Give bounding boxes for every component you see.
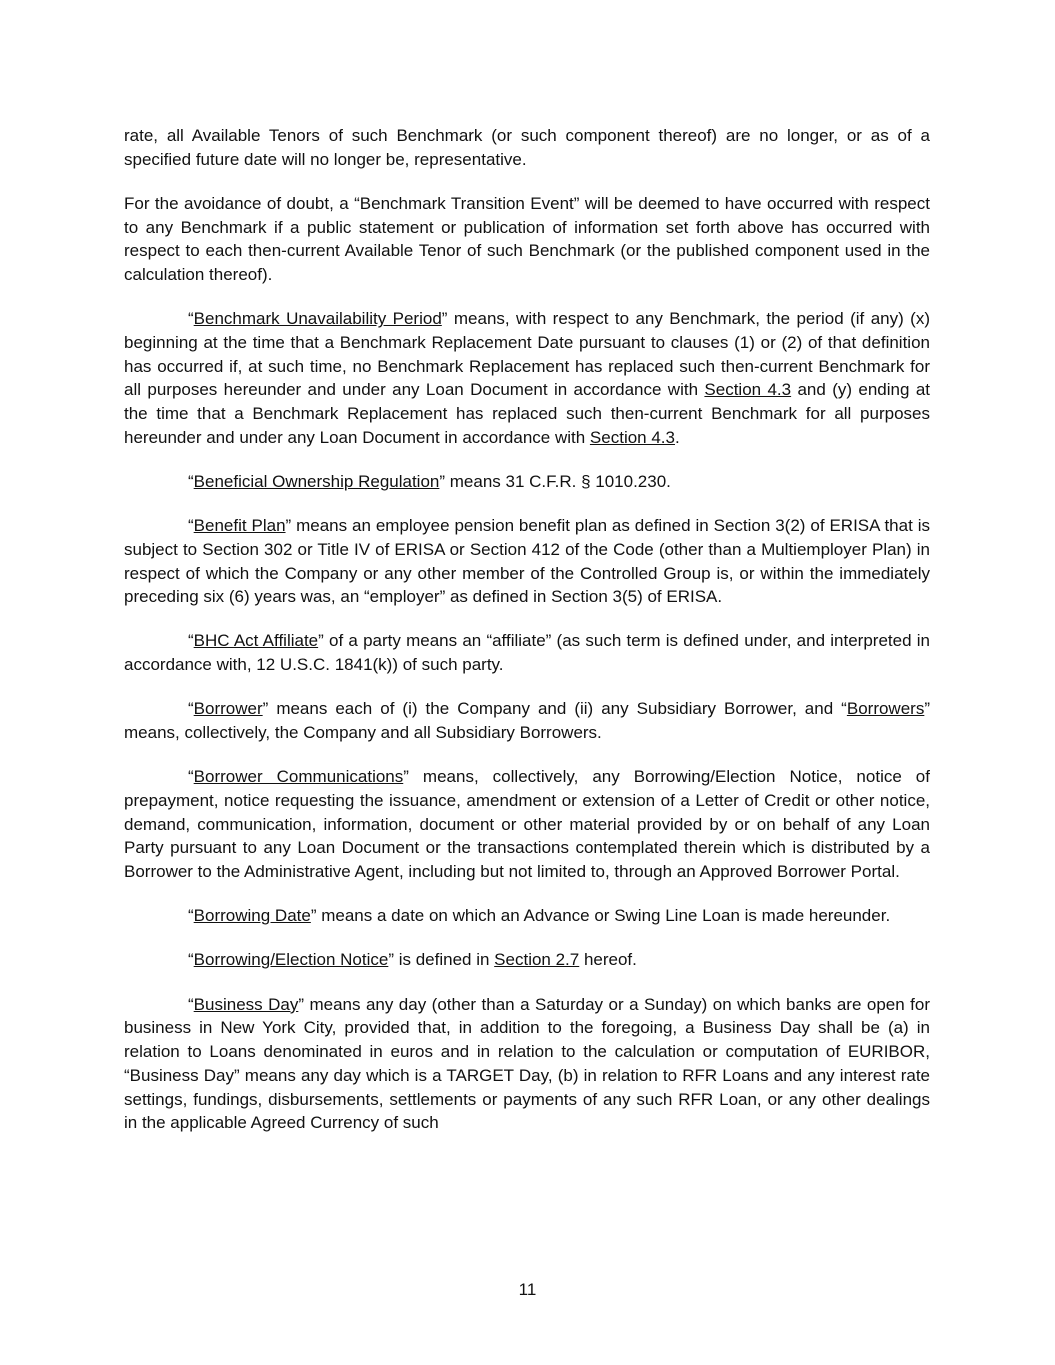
- definition-text: ” means an employee pension benefit plan as defined in Section 3(2) of ERISA that is subject to Section 302 or Title IV of ERISA or Section 412 of the Code (other than a Multiemployer Plan) in respect of which the Company or any other member of the Controlled Group is, or within the immediately preceding six (6) years was, an “employer” as defined in Section 3(5) of ERISA.: [124, 516, 930, 607]
- definition-text: ” means, collectively, the Company and all Subsidiary Borrowers.: [124, 699, 930, 743]
- defined-term: Beneficial Ownership Regulation: [193, 471, 440, 491]
- defined-term: Borrowing/Election Notice: [193, 950, 389, 970]
- definition-text: and (y) ending at the time that a Benchmark Replacement has replaced such then-current Benchmark for all purposes hereunder and under any Loan Document in accordance with: [124, 380, 930, 447]
- definition-benchmark-unavailability-period: [124, 307, 930, 449]
- definition-text: ” is defined in: [388, 950, 495, 970]
- section-reference: Section 2.7: [494, 950, 580, 970]
- defined-term: Borrower: [193, 699, 263, 719]
- section-reference: Section 4.3: [589, 427, 675, 447]
- open-quote: “: [188, 471, 194, 491]
- open-quote: “: [188, 631, 194, 651]
- open-quote: “: [188, 516, 194, 536]
- open-quote: “: [188, 906, 194, 926]
- defined-term: Benefit Plan: [193, 516, 286, 536]
- defined-term: Borrowing Date: [193, 906, 311, 926]
- defined-term: Borrowers: [846, 699, 925, 719]
- definition-borrower: [124, 697, 930, 744]
- paragraph-continuation: [124, 124, 930, 171]
- section-reference: Section 4.3: [704, 380, 792, 400]
- definition-benefit-plan: [124, 514, 930, 609]
- definition-text: ” means, collectively, any Borrowing/Election Notice, notice of prepayment, notice requesting the issuance, amendment or extension of a Letter of Credit or other notice, demand, communication, information, document or other material provided by or on behalf of any Loan Party pursuant to any Loan Document or the transactions contemplated therein which is distributed by a Borrower to the Administrative Agent, including but not limited to, through an Approved Borrower Portal.: [124, 767, 930, 882]
- definition-bhc-act-affiliate: [124, 629, 930, 676]
- paragraph-avoidance-of-doubt: [124, 192, 930, 287]
- open-quote: “: [188, 994, 194, 1014]
- page-number: 11: [518, 1280, 537, 1299]
- definition-text: ” means each of (i) the Company and (ii) any Subsidiary Borrower, and “: [262, 699, 847, 719]
- defined-term: Benchmark Unavailability Period: [193, 309, 442, 329]
- definition-text: ” means, with respect to any Benchmark, the period (if any) (x) beginning at the time that a Benchmark Replacement Date pursuant to clauses (1) or (2) of that definition has occurred if, at such time, no Benchmark Replacement has replaced such then-current Benchmark for all purposes hereunder and under any Loan Document in accordance with: [124, 309, 931, 400]
- definition-borrowing-date: [124, 904, 930, 928]
- defined-term: BHC Act Affiliate: [193, 631, 319, 651]
- open-quote: “: [188, 699, 194, 719]
- definition-borrowing-election-notice: [124, 948, 930, 972]
- page-body: [124, 124, 930, 1155]
- definition-borrower-communications: [124, 765, 930, 884]
- defined-term: Borrower Communications: [193, 767, 404, 787]
- definition-text: ” means any day (other than a Saturday or a Sunday) on which banks are open for business in New York City, provided that, in addition to the foregoing, a Business Day shall be (a) in relation to Loans denominated in euros and in relation to the calculation or computation of EURIBOR, “Business Day” means any day which is a TARGET Day, (b) in relation to RFR Loans and any interest rate settings, fundings, disbursements, settlements or payments of any such RFR Loan, or any other dealings in the applicable Agreed Currency of such: [124, 994, 930, 1133]
- open-quote: “: [188, 309, 194, 329]
- open-quote: “: [188, 767, 194, 787]
- definition-text: .: [674, 427, 680, 447]
- definition-text: hereof.: [579, 950, 637, 970]
- open-quote: “: [188, 950, 194, 970]
- definition-business-day: [124, 993, 930, 1135]
- paragraph-text: For the avoidance of doubt, a “Benchmark Transition Event” will be deemed to have occurred with respect to any Benchmark if a public statement or publication of information set forth above has occurred with respect to each then-current Available Tenor of such Benchmark (or the published component used in the calculation thereof).: [124, 193, 930, 285]
- defined-term: Business Day: [193, 994, 299, 1014]
- definition-text: ” means a date on which an Advance or Swing Line Loan is made hereunder.: [310, 906, 891, 926]
- definition-text: ” of a party means an “affiliate” (as such term is defined under, and interpreted in accordance with, 12 U.S.C. 1841(k)) of such party.: [124, 631, 930, 675]
- definition-beneficial-ownership-regulation: [124, 470, 930, 494]
- paragraph-text: rate, all Available Tenors of such Benchmark (or such component thereof) are no longer, or as of a specified future date will no longer be, representative.: [124, 126, 930, 169]
- definition-text: ” means 31 C.F.R. § 1010.230.: [439, 471, 671, 491]
